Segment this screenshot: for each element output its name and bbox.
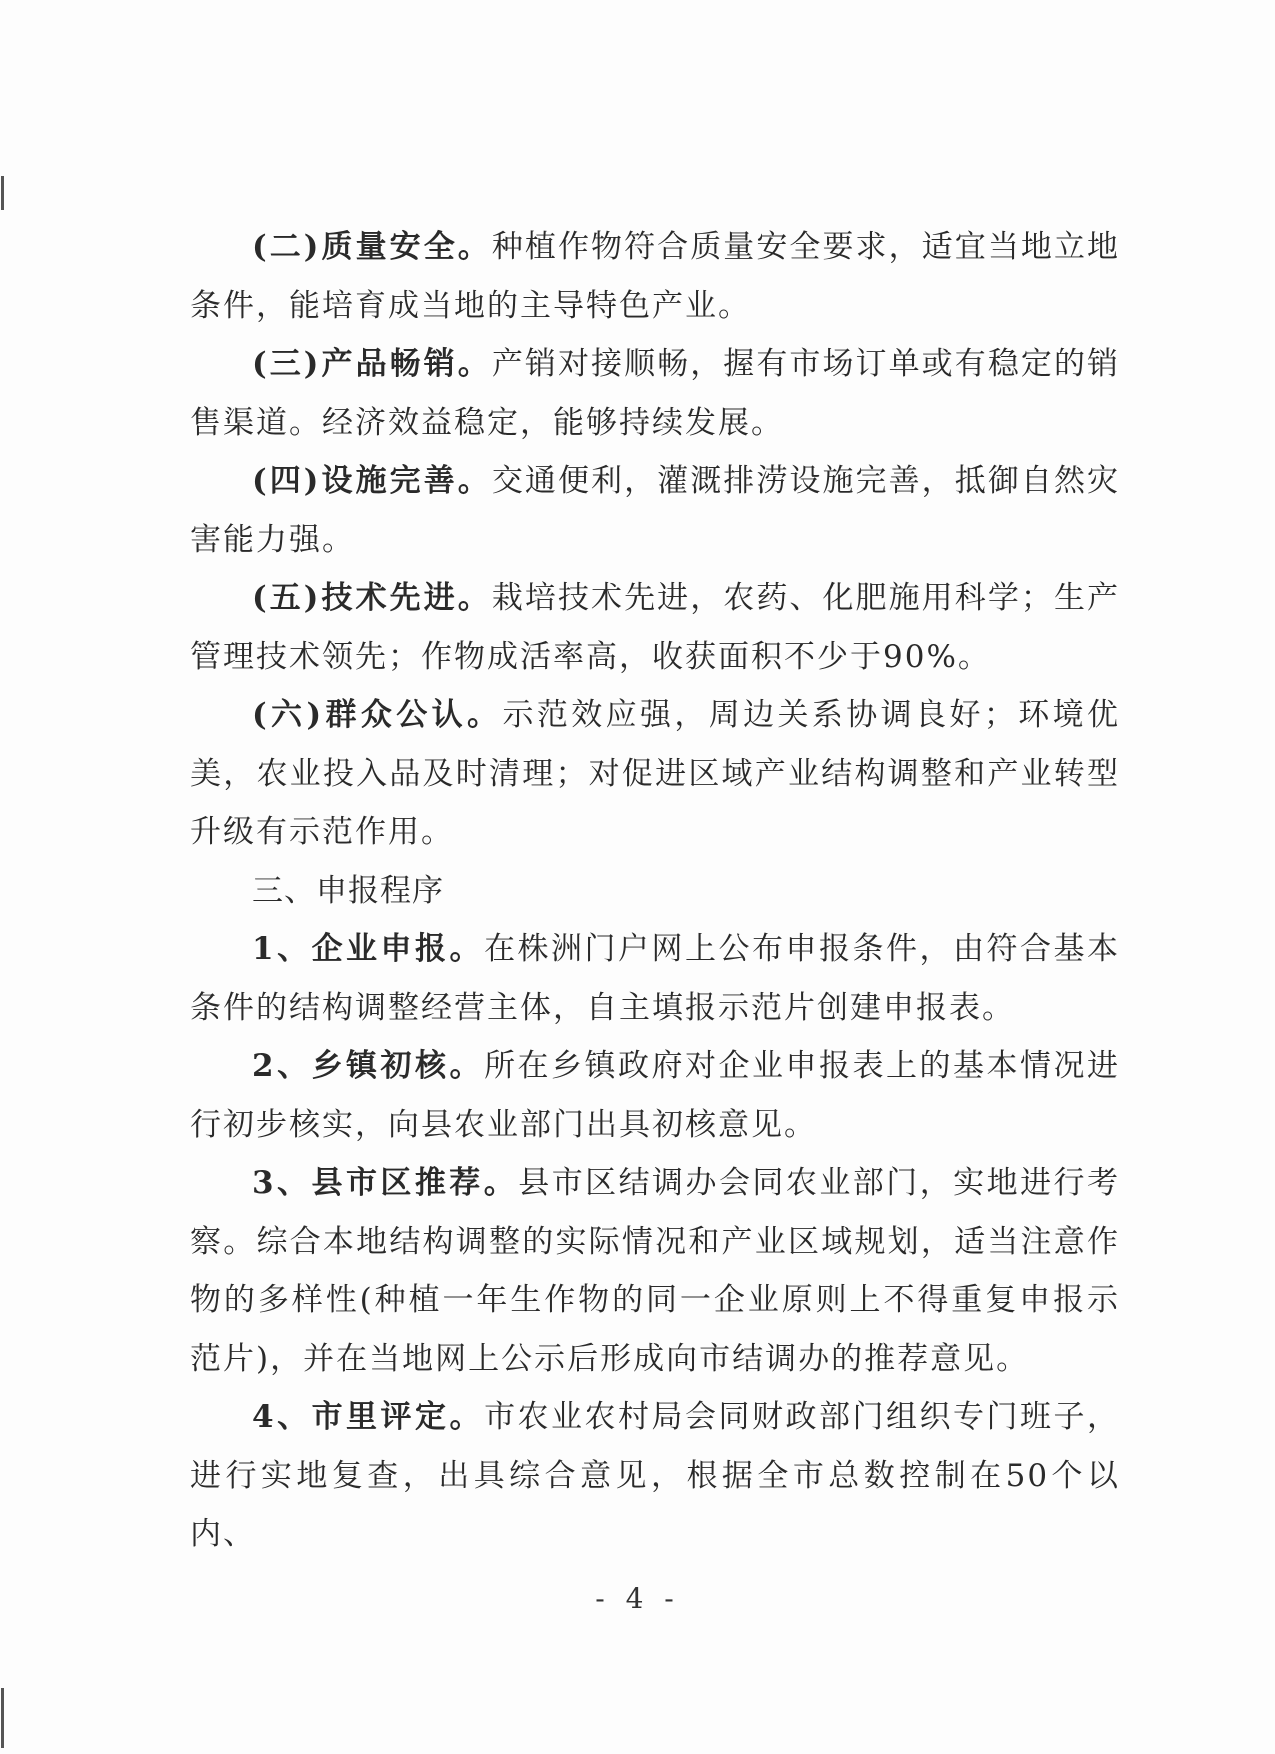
step-text: 在株洲门户网上公布申报条件，由符合基本条件的结构调整经营主体，自主填报示范片创建申报表。 [190,931,1121,1026]
criteria-lead: (五)技术先进。 [252,580,492,616]
criteria-lead: (四)设施完善。 [252,463,492,499]
criteria-text: 示范效应强，周边关系协调良好；环境优美，农业投入品及时清理；对促进区域产业结构调整和产业转型升级有示范作用。 [190,697,1121,850]
scan-edge-mark [1,176,4,210]
criteria-technology [190,569,1120,686]
scan-edge-mark [1,1688,4,1748]
criteria-text: 交通便利，灌溉排涝设施完善，抵御自然灾害能力强。 [190,463,1121,558]
criteria-text: 产销对接顺畅，握有市场订单或有稳定的销售渠道。经济效益稳定，能够持续发展。 [190,346,1121,441]
step-lead: 2、乡镇初核。 [252,1048,485,1084]
step-text: 县市区结调办会同农业部门，实地进行考察。综合本地结构调整的实际情况和产业区域规划，适当注意作物的多样性(种植一年生作物的同一企业原则上不得重复申报示范片)，并在当地网上公示后形成向市结调办的推荐意见。 [190,1165,1120,1377]
document-body [190,218,1120,1564]
step-county-recommendation [190,1154,1120,1388]
step-township-review [190,1037,1120,1154]
criteria-lead: (三)产品畅销。 [252,346,492,382]
step-lead: 3、县市区推荐。 [252,1165,519,1201]
step-lead: 1、企业申报。 [252,931,485,967]
criteria-text: 种植作物符合质量安全要求，适宜当地立地条件，能培育成当地的主导特色产业。 [190,229,1121,324]
criteria-product-sales [190,335,1120,452]
step-lead: 4、市里评定。 [252,1399,485,1435]
step-city-evaluation [190,1388,1120,1564]
page-number: - 4 - [595,1582,680,1615]
criteria-quality-safety [190,218,1120,335]
criteria-text: 栽培技术先进，农药、化肥施用科学；生产管理技术领先；作物成活率高，收获面积不少于90%。 [190,580,1121,675]
criteria-facilities [190,452,1120,569]
step-enterprise-application [190,920,1120,1037]
criteria-public-recognition [190,686,1120,862]
section-heading: 三、申报程序 [252,872,444,909]
criteria-lead: (六)群众公认。 [252,697,503,733]
step-text: 市农业农村局会同财政部门组织专门班子，进行实地复查，出具综合意见，根据全市总数控制在50个以内、 [190,1399,1121,1552]
criteria-lead: (二)质量安全。 [252,229,492,265]
step-text: 所在乡镇政府对企业申报表上的基本情况进行初步核实，向县农业部门出具初核意见。 [190,1048,1121,1143]
